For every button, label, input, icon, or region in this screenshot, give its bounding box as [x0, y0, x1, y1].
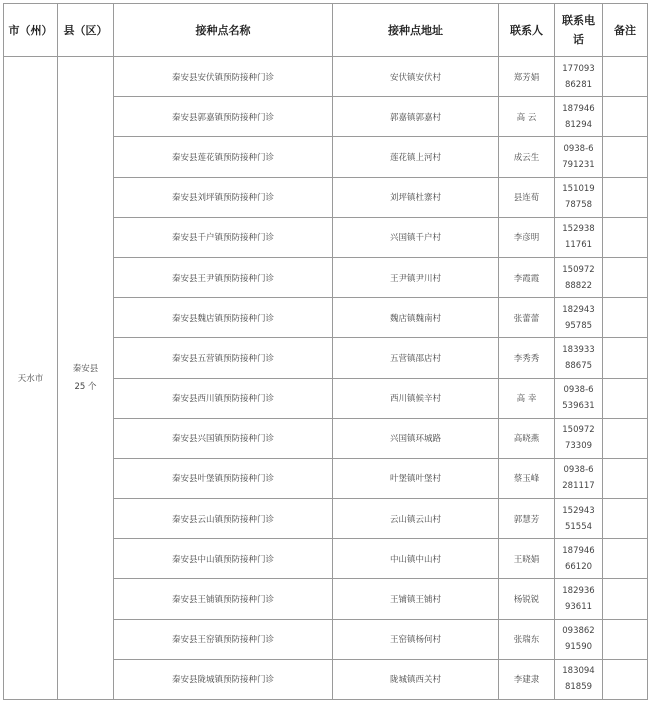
- phone-line1: 152943: [562, 505, 595, 516]
- remark-cell: [603, 137, 648, 177]
- site-name-cell: 秦安县王铺镇预防接种门诊: [114, 579, 333, 619]
- phone-line1: 0938-6: [563, 385, 594, 396]
- site-name-cell: 秦安县魏店镇预防接种门诊: [114, 298, 333, 338]
- site-address-cell: 兴国镇环城路: [333, 418, 499, 458]
- header-row: [4, 4, 648, 57]
- site-name-cell: 秦安县安伏镇预防接种门诊: [114, 57, 333, 97]
- header-remark: 备注: [603, 4, 648, 57]
- phone-line2: 81859: [564, 682, 593, 693]
- phone-cell: [555, 619, 603, 659]
- site-address-cell: 魏店镇魏南村: [333, 298, 499, 338]
- contact-cell: 郑芳娟: [499, 57, 555, 97]
- site-address-cell: 叶堡镇叶堡村: [333, 458, 499, 498]
- site-name-cell: 秦安县云山镇预防接种门诊: [114, 499, 333, 539]
- county-site-count: 25 个: [74, 382, 97, 392]
- phone-line2: 11761: [564, 240, 593, 251]
- phone-cell: [555, 659, 603, 699]
- site-address-cell: 郭嘉镇郭嘉村: [333, 97, 499, 137]
- phone-line1: 0938-6: [563, 143, 594, 154]
- phone-line1: 182943: [562, 304, 595, 315]
- phone-cell: [555, 418, 603, 458]
- site-name-cell: 秦安县叶堡镇预防接种门诊: [114, 458, 333, 498]
- phone-line2: 81294: [564, 119, 593, 130]
- phone-line2: 78758: [564, 200, 593, 211]
- phone-line1: 187946: [562, 103, 595, 114]
- remark-cell: [603, 418, 648, 458]
- remark-cell: [603, 57, 648, 97]
- phone-line1: 183933: [562, 344, 595, 355]
- site-address-cell: 云山镇云山村: [333, 499, 499, 539]
- phone-line2: 93611: [564, 602, 593, 613]
- city-cell: 天水市: [4, 57, 58, 700]
- header-city: 市（州）: [4, 4, 58, 57]
- site-address-cell: 中山镇中山村: [333, 539, 499, 579]
- phone-cell: [555, 378, 603, 418]
- contact-cell: 高晓燕: [499, 418, 555, 458]
- site-name-cell: 秦安县西川镇预防接种门诊: [114, 378, 333, 418]
- phone-cell: [555, 137, 603, 177]
- remark-cell: [603, 579, 648, 619]
- site-address-cell: 安伏镇安伏村: [333, 57, 499, 97]
- remark-cell: [603, 458, 648, 498]
- contact-cell: 县连荀: [499, 177, 555, 217]
- site-address-cell: 王窑镇杨何村: [333, 619, 499, 659]
- phone-line2: 66120: [564, 561, 593, 572]
- remark-cell: [603, 659, 648, 699]
- phone-line1: 0938-6: [563, 465, 594, 476]
- phone-line2: 91590: [564, 642, 593, 653]
- phone-line1: 177093: [562, 63, 595, 74]
- phone-line2: 86281: [564, 79, 593, 90]
- contact-cell: 李彦明: [499, 217, 555, 257]
- remark-cell: [603, 338, 648, 378]
- site-address-cell: 莲花镇上河村: [333, 137, 499, 177]
- phone-line2: 791231: [562, 159, 595, 170]
- site-name-cell: 秦安县中山镇预防接种门诊: [114, 539, 333, 579]
- site-address-cell: 刘坪镇杜寨村: [333, 177, 499, 217]
- remark-cell: [603, 97, 648, 137]
- site-name-cell: 秦安县五营镇预防接种门诊: [114, 338, 333, 378]
- site-name-cell: 秦安县郭嘉镇预防接种门诊: [114, 97, 333, 137]
- remark-cell: [603, 539, 648, 579]
- header-phone-line1: 联系电: [562, 14, 595, 27]
- remark-cell: [603, 257, 648, 297]
- header-contact: 联系人: [499, 4, 555, 57]
- header-phone: [555, 4, 603, 57]
- phone-line2: 95785: [564, 320, 593, 331]
- site-name-cell: 秦安县陇城镇预防接种门诊: [114, 659, 333, 699]
- phone-line2: 88675: [564, 360, 593, 371]
- phone-line1: 150972: [562, 425, 595, 436]
- remark-cell: [603, 177, 648, 217]
- county-name: 秦安县: [72, 364, 99, 374]
- contact-cell: 李霞霞: [499, 257, 555, 297]
- contact-cell: 李建隶: [499, 659, 555, 699]
- phone-line1: 183094: [562, 666, 595, 677]
- phone-line1: 150972: [562, 264, 595, 275]
- contact-cell: 王晓娟: [499, 539, 555, 579]
- site-name-cell: 秦安县王窑镇预防接种门诊: [114, 619, 333, 659]
- remark-cell: [603, 499, 648, 539]
- remark-cell: [603, 619, 648, 659]
- site-name-cell: 秦安县千户镇预防接种门诊: [114, 217, 333, 257]
- site-address-cell: 西川镇候辛村: [333, 378, 499, 418]
- phone-cell: [555, 57, 603, 97]
- phone-cell: [555, 458, 603, 498]
- table-row: [4, 57, 648, 97]
- phone-cell: [555, 338, 603, 378]
- header-phone-line2: 话: [573, 33, 584, 46]
- phone-line2: 88822: [564, 280, 593, 291]
- phone-line1: 182936: [562, 586, 595, 597]
- contact-cell: 高 幸: [499, 378, 555, 418]
- phone-cell: [555, 579, 603, 619]
- remark-cell: [603, 298, 648, 338]
- phone-cell: [555, 499, 603, 539]
- site-name-cell: 秦安县王尹镇预防接种门诊: [114, 257, 333, 297]
- site-address-cell: 兴国镇千户村: [333, 217, 499, 257]
- site-name-cell: 秦安县刘坪镇预防接种门诊: [114, 177, 333, 217]
- phone-line1: 151019: [562, 184, 595, 195]
- county-cell: [58, 57, 114, 700]
- phone-line1: 152938: [562, 224, 595, 235]
- phone-line1: 093862: [562, 626, 595, 637]
- site-address-cell: 王铺镇王铺村: [333, 579, 499, 619]
- phone-cell: [555, 298, 603, 338]
- site-address-cell: 王尹镇尹川村: [333, 257, 499, 297]
- phone-line2: 51554: [564, 521, 593, 532]
- contact-cell: 张瑞东: [499, 619, 555, 659]
- contact-cell: 李秀秀: [499, 338, 555, 378]
- contact-cell: 蔡玉峰: [499, 458, 555, 498]
- contact-cell: 高 云: [499, 97, 555, 137]
- site-name-cell: 秦安县兴国镇预防接种门诊: [114, 418, 333, 458]
- phone-line2: 281117: [562, 481, 595, 492]
- phone-line2: 539631: [562, 401, 595, 412]
- site-address-cell: 陇城镇西关村: [333, 659, 499, 699]
- phone-cell: [555, 257, 603, 297]
- phone-cell: [555, 177, 603, 217]
- site-name-cell: 秦安县莲花镇预防接种门诊: [114, 137, 333, 177]
- phone-cell: [555, 217, 603, 257]
- phone-cell: [555, 97, 603, 137]
- phone-cell: [555, 539, 603, 579]
- contact-cell: 张蕾蕾: [499, 298, 555, 338]
- header-site-name: 接种点名称: [114, 4, 333, 57]
- phone-line1: 187946: [562, 545, 595, 556]
- table-body: [4, 57, 648, 700]
- site-address-cell: 五营镇邵店村: [333, 338, 499, 378]
- remark-cell: [603, 217, 648, 257]
- contact-cell: 成云生: [499, 137, 555, 177]
- remark-cell: [603, 378, 648, 418]
- header-county: 县（区）: [58, 4, 114, 57]
- contact-cell: 郭慧芳: [499, 499, 555, 539]
- contact-cell: 杨锐锐: [499, 579, 555, 619]
- header-site-address: 接种点地址: [333, 4, 499, 57]
- vaccination-sites-table: [3, 3, 648, 700]
- phone-line2: 73309: [564, 441, 593, 452]
